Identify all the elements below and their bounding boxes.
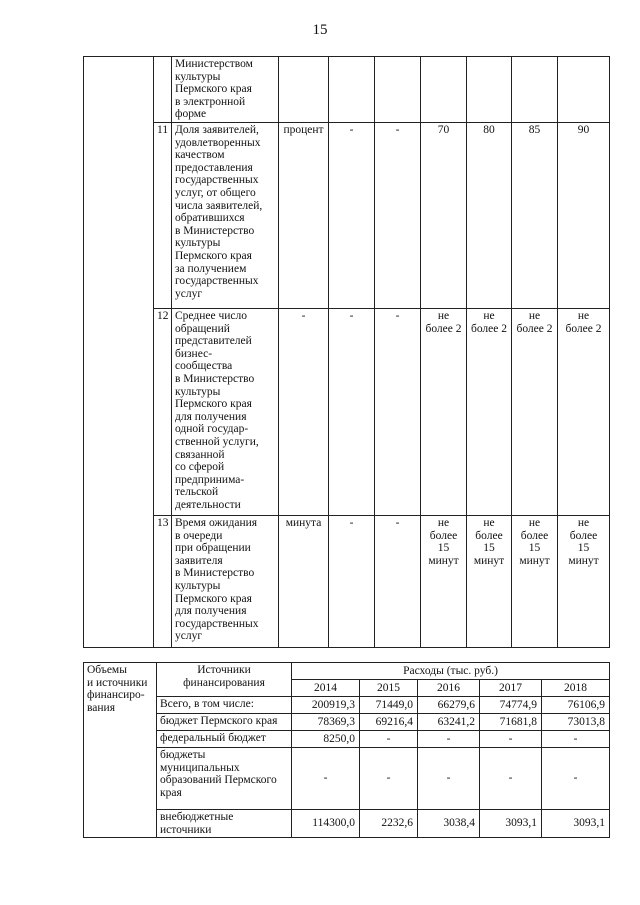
target-value-line: минут xyxy=(568,554,599,567)
value-cell: - xyxy=(329,516,375,648)
value-cell: - xyxy=(329,123,375,309)
target-value-line: не xyxy=(437,517,450,529)
target-value-line: не xyxy=(437,310,450,322)
financing-label-line: Объемы xyxy=(87,664,127,676)
financing-row xyxy=(84,731,610,748)
sources-header-cell xyxy=(157,663,292,697)
amount-cell: 74774,9 xyxy=(480,697,542,714)
indicator-name-line: со сферой xyxy=(175,461,225,474)
indicator-name-line: форме xyxy=(175,108,207,121)
indicator-name-line: числа заявителей, xyxy=(175,199,263,212)
source-name-line: источники xyxy=(160,823,212,836)
amount-cell: - xyxy=(292,748,360,810)
row-number-cell xyxy=(154,57,172,123)
indicator-name-line: Пермского края xyxy=(175,83,252,96)
page-number: 15 xyxy=(312,22,328,38)
target-value-line: более 2 xyxy=(425,322,462,335)
target-value-cell xyxy=(467,309,512,516)
target-value-cell xyxy=(421,123,467,309)
amount-cell: 3038,4 xyxy=(418,810,480,838)
amount-cell: 8250,0 xyxy=(292,731,360,748)
target-value-line: 15 xyxy=(483,542,495,555)
indicator-name-line: бизнес- xyxy=(175,347,213,360)
row-number-cell: 13 xyxy=(154,516,172,648)
target-value-line: не xyxy=(528,310,541,322)
indicator-name-cell xyxy=(172,57,279,123)
target-value-cell xyxy=(558,516,610,648)
expenses-header-cell: Расходы (тыс. руб.) xyxy=(292,663,610,680)
indicator-row xyxy=(84,516,610,648)
row-number-cell: 11 xyxy=(154,123,172,309)
source-name-cell xyxy=(157,810,292,838)
amount-cell: - xyxy=(480,748,542,810)
source-name-line: Всего, в том числе: xyxy=(160,698,254,710)
indicator-name-line: представителей xyxy=(175,335,252,348)
source-name-cell xyxy=(157,731,292,748)
year-header-cell: 2014 xyxy=(292,680,360,697)
indicator-name-line: государственных xyxy=(175,174,259,187)
indicator-name-line: культуры xyxy=(175,579,221,592)
indicator-name-line: ственной услуги, xyxy=(175,435,259,448)
target-value-cell xyxy=(421,516,467,648)
amount-cell: 3093,1 xyxy=(480,810,542,838)
financing-row xyxy=(84,810,610,838)
financing-label-line: и источники xyxy=(87,676,148,689)
source-name-line: муниципальных xyxy=(160,761,240,774)
indicator-name-line: Пермского края xyxy=(175,249,252,262)
target-value-line: более xyxy=(475,529,503,542)
indicator-name-line: деятельности xyxy=(175,498,241,511)
amount-cell: 3093,1 xyxy=(542,810,610,838)
indicator-row xyxy=(84,309,610,516)
source-name-cell xyxy=(157,714,292,731)
target-value-cell xyxy=(558,309,610,516)
indicator-name-line: государственных xyxy=(175,617,259,630)
target-value-cell xyxy=(558,123,610,309)
target-value-line: минут xyxy=(519,554,550,567)
indicator-name-line: Пермского края xyxy=(175,398,252,411)
indicator-name-line: тельской xyxy=(175,486,219,499)
target-value-line: минут xyxy=(473,554,505,567)
target-value-line: более xyxy=(520,529,549,542)
indicator-name-line: услуг, от общего xyxy=(175,186,256,199)
amount-cell: 71681,8 xyxy=(480,714,542,731)
value-cell xyxy=(329,57,375,123)
amount-cell: - xyxy=(418,748,480,810)
amount-cell: 200919,3 xyxy=(292,697,360,714)
indicator-name-line: качеством xyxy=(175,149,225,162)
indicator-name-line: обратившихся xyxy=(175,212,245,225)
indicator-name-line: в Министерство xyxy=(175,224,255,237)
target-value-line: 15 xyxy=(577,542,590,555)
target-value-line: 90 xyxy=(577,124,590,136)
indicator-name-line: в очереди xyxy=(175,529,223,542)
amount-cell: - xyxy=(542,731,610,748)
target-value-line: не xyxy=(483,310,495,322)
amount-cell: 78369,3 xyxy=(292,714,360,731)
indicator-name-line: в электронной xyxy=(175,95,246,108)
value-cell xyxy=(512,57,558,123)
source-name-line: края xyxy=(160,786,182,799)
indicator-name-line: обращений xyxy=(175,322,230,335)
target-value-line: минут xyxy=(428,554,459,567)
financing-table xyxy=(83,662,610,838)
target-value-cell xyxy=(512,123,558,309)
amount-cell: 76106,9 xyxy=(542,697,610,714)
target-value-line: 80 xyxy=(483,124,495,136)
value-cell xyxy=(558,57,610,123)
financing-row xyxy=(84,697,610,714)
target-value-line: более xyxy=(569,529,598,542)
indicator-name-line: Время ожидания xyxy=(175,517,258,529)
indicator-name-line: сообщества xyxy=(175,360,233,373)
amount-cell: - xyxy=(360,748,418,810)
indicator-name-line: культуры xyxy=(175,385,221,398)
source-name-cell xyxy=(157,697,292,714)
source-name-line: бюджет Пермского края xyxy=(160,715,278,727)
unit-cell: процент xyxy=(279,123,329,309)
source-name-line: бюджеты xyxy=(160,749,206,761)
indicator-row xyxy=(84,123,610,309)
year-header-cell: 2016 xyxy=(418,680,480,697)
indicator-name-line: связанной xyxy=(175,448,225,461)
target-value-line: 15 xyxy=(528,542,541,555)
value-cell xyxy=(279,57,329,123)
blank-cell xyxy=(84,57,154,648)
indicator-name-line: Пермского края xyxy=(175,592,252,605)
value-cell xyxy=(375,57,421,123)
financing-label-cell xyxy=(84,663,157,838)
indicator-name-line: за получением xyxy=(175,262,247,275)
sources-header-line: Источники xyxy=(197,664,251,676)
indicator-name-line: для получения xyxy=(175,410,247,423)
value-cell xyxy=(421,57,467,123)
amount-cell: 114300,0 xyxy=(292,810,360,838)
target-value-line: 85 xyxy=(528,124,541,136)
financing-row xyxy=(84,748,610,810)
value-cell xyxy=(467,57,512,123)
target-value-line: более 2 xyxy=(470,322,508,335)
value-cell: - xyxy=(375,123,421,309)
indicator-name-line: в Министерство xyxy=(175,372,255,385)
value-cell: - xyxy=(329,309,375,516)
amount-cell: 2232,6 xyxy=(360,810,418,838)
indicator-name-line: заявителя xyxy=(175,554,223,567)
amount-cell: 71449,0 xyxy=(360,697,418,714)
source-name-line: внебюджетные xyxy=(160,811,234,823)
indicator-name-line: удовлетворенных xyxy=(175,136,261,149)
value-cell: - xyxy=(375,516,421,648)
target-value-line: 70 xyxy=(437,124,450,136)
year-header-cell: 2015 xyxy=(360,680,418,697)
indicator-name-line: в Министерство xyxy=(175,567,255,580)
target-value-line: не xyxy=(528,517,541,529)
amount-cell: 73013,8 xyxy=(542,714,610,731)
target-value-cell xyxy=(512,516,558,648)
target-value-cell xyxy=(512,309,558,516)
indicator-name-line: услуг xyxy=(175,287,203,300)
financing-label-line: финансиро- xyxy=(87,689,145,702)
amount-cell: 66279,6 xyxy=(418,697,480,714)
row-number-cell: 12 xyxy=(154,309,172,516)
target-value-cell xyxy=(467,516,512,648)
target-value-line: не xyxy=(483,517,495,529)
source-name-line: федеральный бюджет xyxy=(160,732,266,744)
target-value-line: более 2 xyxy=(565,322,602,335)
target-value-cell xyxy=(421,309,467,516)
amount-cell: - xyxy=(418,731,480,748)
indicator-name-line: при обращении xyxy=(175,542,251,555)
indicator-name-line: Доля заявителей, xyxy=(175,124,259,136)
unit-cell: - xyxy=(279,309,329,516)
year-header-cell: 2018 xyxy=(542,680,610,697)
indicator-name-line: Среднее число xyxy=(175,310,247,322)
target-value-line: не xyxy=(577,517,590,529)
indicator-name-line: одной государ- xyxy=(175,423,249,436)
financing-label-line: вания xyxy=(87,701,115,714)
amount-cell: - xyxy=(360,731,418,748)
target-value-line: не xyxy=(577,310,590,322)
financing-row xyxy=(84,714,610,731)
amount-cell: - xyxy=(480,731,542,748)
indicator-name-cell xyxy=(172,309,279,516)
indicator-name-line: предпринима- xyxy=(175,473,245,486)
target-value-line: 15 xyxy=(437,542,450,555)
source-name-cell xyxy=(157,748,292,810)
year-header-cell: 2017 xyxy=(480,680,542,697)
indicator-name-line: услуг xyxy=(175,630,203,643)
indicator-name-cell xyxy=(172,516,279,648)
indicator-name-cell xyxy=(172,123,279,309)
target-value-line: более xyxy=(429,529,458,542)
indicator-name-line: государственных xyxy=(175,275,259,288)
indicators-table xyxy=(83,56,610,648)
indicator-name-line: культуры xyxy=(175,237,221,250)
amount-cell: 63241,2 xyxy=(418,714,480,731)
unit-cell: минута xyxy=(279,516,329,648)
target-value-line: более 2 xyxy=(516,322,553,335)
value-cell: - xyxy=(375,309,421,516)
indicator-name-line: Министерством xyxy=(175,58,253,70)
amount-cell: 69216,4 xyxy=(360,714,418,731)
target-value-cell xyxy=(467,123,512,309)
indicator-name-line: предоставления xyxy=(175,161,253,174)
indicator-name-line: для получения xyxy=(175,605,247,618)
sources-header-line: финансирования xyxy=(183,676,265,689)
source-name-line: образований Пермского xyxy=(160,774,277,787)
amount-cell: - xyxy=(542,748,610,810)
indicator-name-line: культуры xyxy=(175,70,221,83)
